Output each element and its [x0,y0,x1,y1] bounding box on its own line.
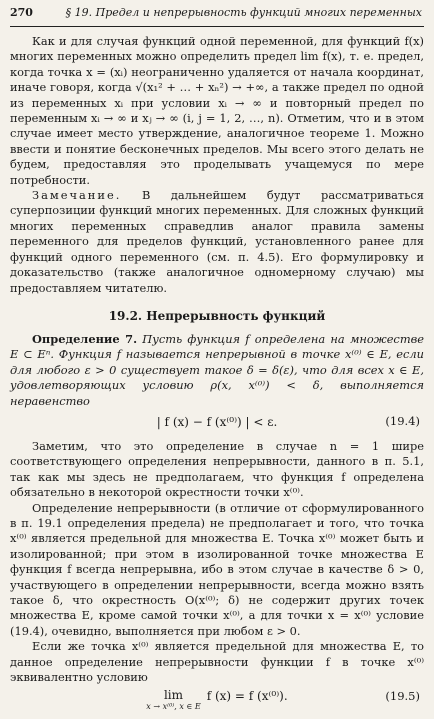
remark-label: Замечание. [32,188,122,203]
header-title: § 19. Предел и непрерывность функций многих переменных [65,6,422,19]
equation-19-5 [10,689,424,719]
definition-text: Пусть функция f определена на множестве E ⊂ Eⁿ. Функция f называется непрерывной в точке x⁽⁰⁾ ∈ E, если для любого ε > 0 существует такое δ = δ(ε), что для всех x ∈ E, удовлетворяющих условию ρ(x, x⁽⁰⁾) < δ, выполняется неравенство [10,331,424,408]
paragraph-remark-n1: Заметим, что это определение в случае n = 1 шире соответствующего определения непрерывности, данного в п. 5.1, так как мы здесь не предполагаем, что функция f определена обязательно в некоторой окрестности точки x⁽⁰⁾. [10,438,424,500]
equation-19-4 [10,411,424,433]
lim-subscript: x → x⁽⁰⁾, x ∈ E [146,702,201,712]
lim-word: lim [163,688,184,703]
limit-operator [146,689,200,712]
equation-19-4-number: (19.4) [385,413,420,428]
section-heading: 19.2. Непрерывность функций [108,308,326,323]
page-number: 270 [10,6,33,19]
equation-19-5-number: (19.5) [385,689,420,704]
definition-paragraph [10,332,424,409]
paragraph-limits-at-infinity: Как и для случая функций одной переменной, для функций f(x) многих переменных можно определить предел lim f(x), т. е. предел, когда точка x = (xᵢ) неограниченно удаляется от начала координат, иначе говоря, когда √(x₁² + … + xₙ²) → +∞, а также предел по одной из переменных xᵢ при условии xᵢ → ∞ и повторный предел по переменным xᵢ → ∞ и xⱼ → ∞ (i, j = 1, 2, …, n). Отметим, что и в этом случае имеет место утверждение, аналогичное теореме 1. Можно ввести и понятие бесконечных пределов. Мы всего этого делать не будем, предоставляя это проделывать учащемуся по мере потребности. [10,34,424,187]
remark-paragraph [10,188,424,296]
remark-text: В дальнейшем будут рассматриваться суперпозиции функций многих переменных. Для сложных функций многих переменных справедлив аналог правила замены переменного для пределов функций, установленного ранее для функций одного переменного (см. п. 4.5). Его формулировку и доказательство (также аналогичное одномерному случаю) мы предоставляем читателю. [10,188,424,295]
paragraph-limit-point: Если же точка x⁽⁰⁾ является предельной для множества E, то данное определение непрерывности функции f в точке x⁽⁰⁾ эквивалентно условию [10,639,424,685]
equation-19-4-body: | f (x) − f (x⁽⁰⁾) | < ε. [156,414,278,429]
paragraph-isolated-point: Определение непрерывности (в отличие от сформулированного в п. 19.1 определения предела) не предполагает и того, что точка x⁽⁰⁾ является предельной для множества E. Точка x⁽⁰⁾ может быть и изолированной; при этом в изолированной точке множества E функция f всегда непрерывна, ибо в этом случае в качестве δ > 0, участвующего в определении непрерывности, всегда можно взять такое δ, что окрестность O(x⁽⁰⁾; δ) не содержит других точек множества E, кроме самой точки x⁽⁰⁾, а для точки x = x⁽⁰⁾ условие (19.4), очевидно, выполняется при любом ε > 0. [10,500,424,638]
equation-19-5-body: f (x) = f (x⁽⁰⁾). [206,689,288,704]
definition-label: Определение 7. [32,331,138,346]
header-rule [10,26,424,27]
running-head [10,6,424,22]
